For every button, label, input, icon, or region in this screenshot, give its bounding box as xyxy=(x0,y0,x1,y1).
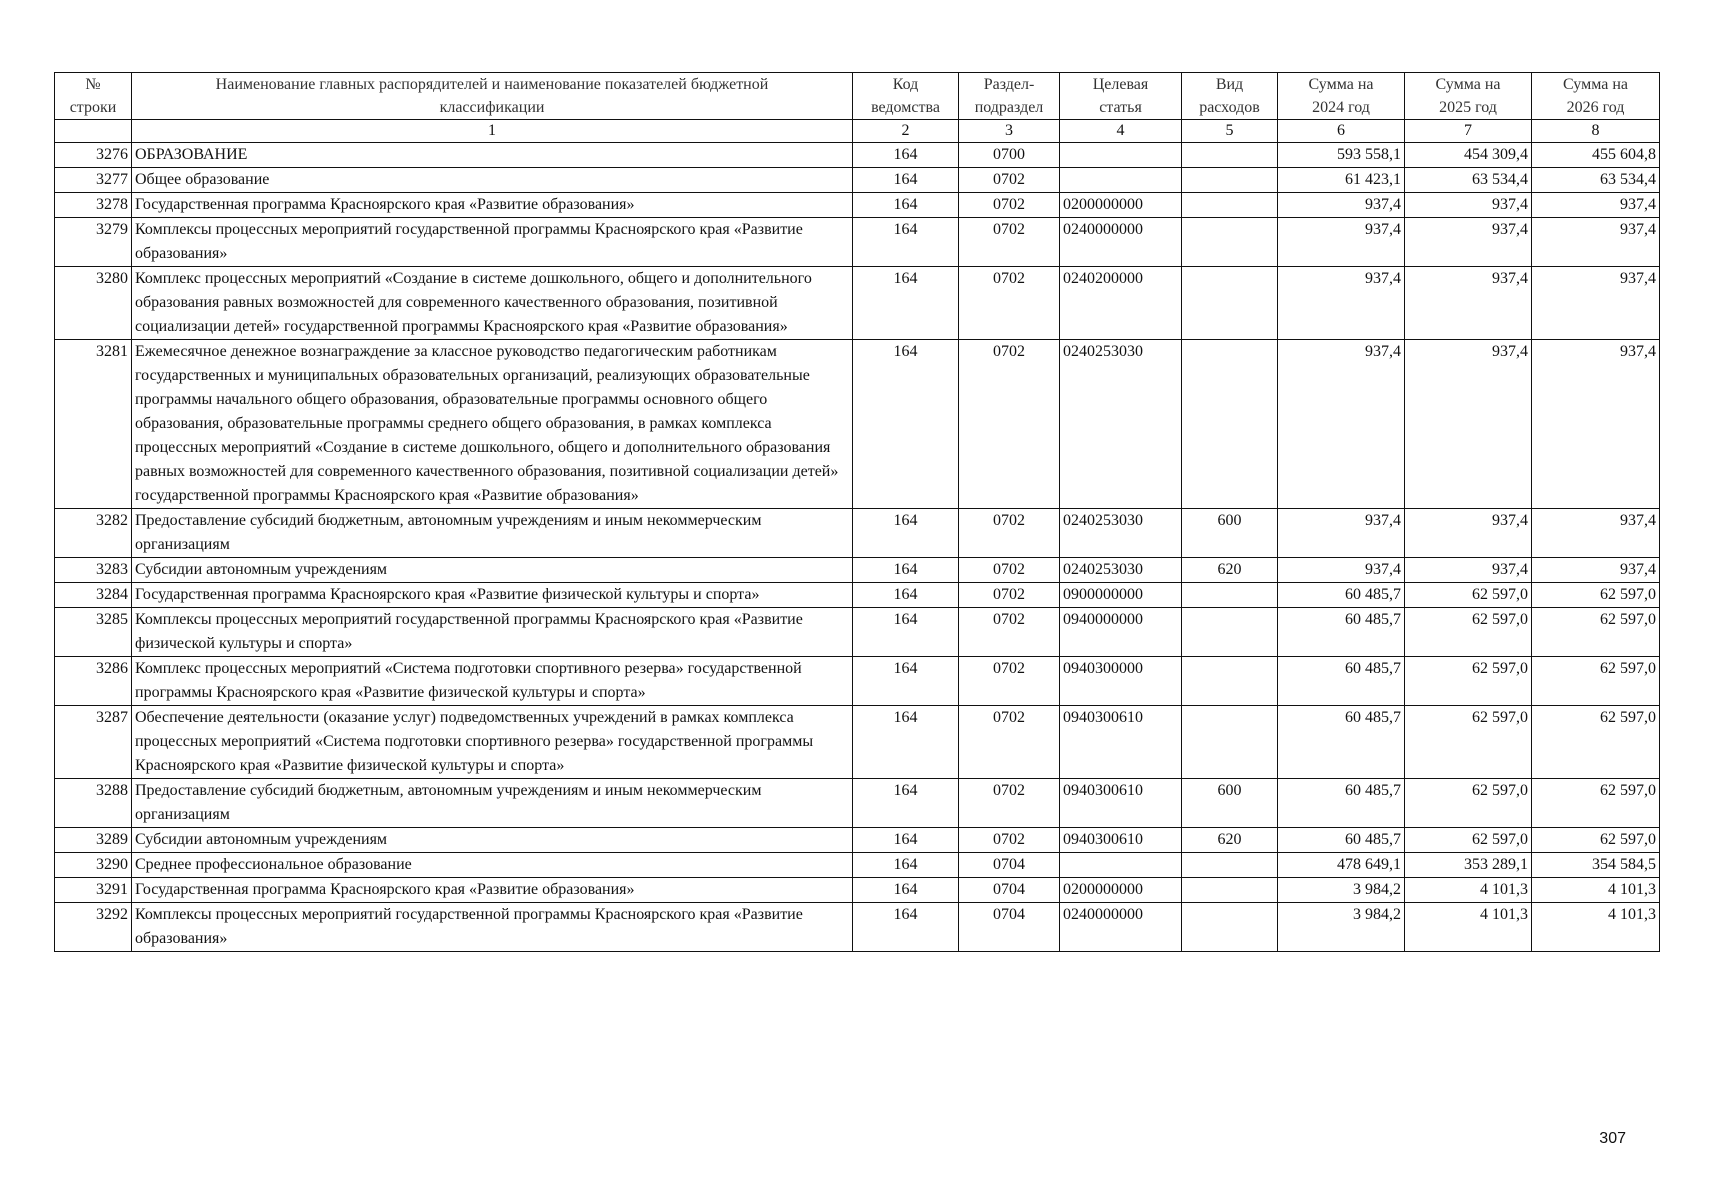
header-type: Вид расходов xyxy=(1182,73,1278,120)
sum-2024: 937,4 xyxy=(1278,558,1405,583)
dept-code: 164 xyxy=(853,267,959,340)
target-article: 0940300610 xyxy=(1060,706,1182,779)
target-article: 0240000000 xyxy=(1060,218,1182,267)
column-numbers-row xyxy=(55,120,1660,143)
sum-2025: 353 289,1 xyxy=(1405,853,1532,878)
section-code: 0702 xyxy=(959,558,1060,583)
section-code: 0702 xyxy=(959,340,1060,509)
dept-code: 164 xyxy=(853,583,959,608)
expense-type: 600 xyxy=(1182,509,1278,558)
sum-2024: 60 485,7 xyxy=(1278,657,1405,706)
header-row-no: № строки xyxy=(55,73,132,120)
table-row xyxy=(55,509,1660,558)
table-row xyxy=(55,657,1660,706)
sum-2025: 937,4 xyxy=(1405,193,1532,218)
sum-2025: 454 309,4 xyxy=(1405,143,1532,168)
expense-type: 620 xyxy=(1182,558,1278,583)
dept-code: 164 xyxy=(853,608,959,657)
indicator-name: Комплексы процессных мероприятий государственной программы Красноярского края «Развитие физической культуры и спорта» xyxy=(132,608,853,657)
sum-2025: 62 597,0 xyxy=(1405,583,1532,608)
table-row xyxy=(55,706,1660,779)
table-row xyxy=(55,193,1660,218)
dept-code: 164 xyxy=(853,853,959,878)
sum-2025: 62 597,0 xyxy=(1405,706,1532,779)
sum-2024: 60 485,7 xyxy=(1278,828,1405,853)
table-row xyxy=(55,583,1660,608)
sum-2026: 937,4 xyxy=(1532,558,1660,583)
target-article xyxy=(1060,853,1182,878)
sum-2025: 937,4 xyxy=(1405,218,1532,267)
header-dept-code: Код ведомства xyxy=(853,73,959,120)
dept-code: 164 xyxy=(853,143,959,168)
table-row xyxy=(55,143,1660,168)
section-code: 0700 xyxy=(959,143,1060,168)
column-number: 5 xyxy=(1182,120,1278,143)
dept-code: 164 xyxy=(853,903,959,952)
expense-type xyxy=(1182,706,1278,779)
table-row xyxy=(55,779,1660,828)
header-sum-2024: Сумма на 2024 год xyxy=(1278,73,1405,120)
sum-2026: 62 597,0 xyxy=(1532,583,1660,608)
target-article: 0240000000 xyxy=(1060,903,1182,952)
section-code: 0702 xyxy=(959,218,1060,267)
table-body xyxy=(55,143,1660,952)
expense-type xyxy=(1182,193,1278,218)
section-code: 0702 xyxy=(959,706,1060,779)
row-number: 3285 xyxy=(55,608,132,657)
dept-code: 164 xyxy=(853,706,959,779)
target-article: 0200000000 xyxy=(1060,193,1182,218)
indicator-name: Предоставление субсидий бюджетным, автономным учреждениям и иным некоммерческим организациям xyxy=(132,509,853,558)
table-header-row xyxy=(55,73,1660,120)
table-row xyxy=(55,828,1660,853)
sum-2025: 937,4 xyxy=(1405,267,1532,340)
row-number: 3280 xyxy=(55,267,132,340)
sum-2024: 60 485,7 xyxy=(1278,583,1405,608)
page-number: 307 xyxy=(1599,1130,1626,1147)
row-number: 3291 xyxy=(55,878,132,903)
target-article: 0240253030 xyxy=(1060,340,1182,509)
target-article: 0940000000 xyxy=(1060,608,1182,657)
section-code: 0702 xyxy=(959,267,1060,340)
section-code: 0702 xyxy=(959,828,1060,853)
header-target: Целевая статья xyxy=(1060,73,1182,120)
column-number: 2 xyxy=(853,120,959,143)
dept-code: 164 xyxy=(853,558,959,583)
expense-type xyxy=(1182,853,1278,878)
sum-2026: 937,4 xyxy=(1532,340,1660,509)
expense-type xyxy=(1182,143,1278,168)
sum-2024: 593 558,1 xyxy=(1278,143,1405,168)
section-code: 0702 xyxy=(959,657,1060,706)
budget-table xyxy=(54,72,1660,952)
expense-type: 600 xyxy=(1182,779,1278,828)
column-number: 3 xyxy=(959,120,1060,143)
row-number: 3286 xyxy=(55,657,132,706)
sum-2025: 4 101,3 xyxy=(1405,878,1532,903)
indicator-name: Обеспечение деятельности (оказание услуг) подведомственных учреждений в рамках комплекса процессных мероприятий «Система подготовки спортивного резерва» государственной программы Красноярского края «Развитие физической культуры и спорта» xyxy=(132,706,853,779)
header-section: Раздел- подраздел xyxy=(959,73,1060,120)
dept-code: 164 xyxy=(853,193,959,218)
sum-2024: 937,4 xyxy=(1278,267,1405,340)
sum-2026: 62 597,0 xyxy=(1532,608,1660,657)
row-number: 3287 xyxy=(55,706,132,779)
sum-2025: 937,4 xyxy=(1405,558,1532,583)
indicator-name: Комплекс процессных мероприятий «Создание в системе дошкольного, общего и дополнительного образования равных возможностей для современного качественного образования, позитивной социализации детей» государственной программы Красноярского края «Развитие образования» xyxy=(132,267,853,340)
target-article: 0200000000 xyxy=(1060,878,1182,903)
table-row xyxy=(55,168,1660,193)
column-number xyxy=(55,120,132,143)
sum-2024: 60 485,7 xyxy=(1278,779,1405,828)
sum-2024: 937,4 xyxy=(1278,509,1405,558)
expense-type: 620 xyxy=(1182,828,1278,853)
target-article: 0940300610 xyxy=(1060,779,1182,828)
sum-2024: 478 649,1 xyxy=(1278,853,1405,878)
sum-2026: 62 597,0 xyxy=(1532,657,1660,706)
sum-2026: 455 604,8 xyxy=(1532,143,1660,168)
target-article: 0900000000 xyxy=(1060,583,1182,608)
target-article xyxy=(1060,168,1182,193)
table-row xyxy=(55,218,1660,267)
section-code: 0704 xyxy=(959,878,1060,903)
sum-2024: 61 423,1 xyxy=(1278,168,1405,193)
column-number: 4 xyxy=(1060,120,1182,143)
sum-2025: 937,4 xyxy=(1405,340,1532,509)
column-number: 8 xyxy=(1532,120,1660,143)
indicator-name: Комплекс процессных мероприятий «Система подготовки спортивного резерва» государственной программы Красноярского края «Развитие физической культуры и спорта» xyxy=(132,657,853,706)
column-number: 6 xyxy=(1278,120,1405,143)
expense-type xyxy=(1182,168,1278,193)
indicator-name: Государственная программа Красноярского края «Развитие образования» xyxy=(132,878,853,903)
indicator-name: Ежемесячное денежное вознаграждение за классное руководство педагогическим работникам государственных и муниципальных образовательных организаций, реализующих образовательные программы начального общего образования, образовательные программы основного общего образования, образовательные программы среднего общего образования, в рамках комплекса процессных мероприятий «Создание в системе дошкольного, общего и дополнительного образования равных возможностей для современного качественного образования, позитивной социализации детей» государственной программы Красноярского края «Развитие образования» xyxy=(132,340,853,509)
header-sum-2025: Сумма на 2025 год xyxy=(1405,73,1532,120)
sum-2025: 937,4 xyxy=(1405,509,1532,558)
dept-code: 164 xyxy=(853,657,959,706)
row-number: 3277 xyxy=(55,168,132,193)
sum-2025: 63 534,4 xyxy=(1405,168,1532,193)
sum-2024: 60 485,7 xyxy=(1278,608,1405,657)
sum-2025: 62 597,0 xyxy=(1405,779,1532,828)
sum-2026: 937,4 xyxy=(1532,218,1660,267)
indicator-name: Общее образование xyxy=(132,168,853,193)
row-number: 3290 xyxy=(55,853,132,878)
sum-2024: 60 485,7 xyxy=(1278,706,1405,779)
section-code: 0702 xyxy=(959,608,1060,657)
dept-code: 164 xyxy=(853,340,959,509)
row-number: 3282 xyxy=(55,509,132,558)
expense-type xyxy=(1182,903,1278,952)
sum-2024: 3 984,2 xyxy=(1278,903,1405,952)
indicator-name: Среднее профессиональное образование xyxy=(132,853,853,878)
row-number: 3278 xyxy=(55,193,132,218)
sum-2025: 62 597,0 xyxy=(1405,608,1532,657)
row-number: 3276 xyxy=(55,143,132,168)
table-row xyxy=(55,903,1660,952)
row-number: 3283 xyxy=(55,558,132,583)
target-article: 0240200000 xyxy=(1060,267,1182,340)
target-article: 0940300610 xyxy=(1060,828,1182,853)
sum-2026: 937,4 xyxy=(1532,267,1660,340)
target-article: 0240253030 xyxy=(1060,558,1182,583)
sum-2024: 937,4 xyxy=(1278,193,1405,218)
sum-2025: 4 101,3 xyxy=(1405,903,1532,952)
expense-type xyxy=(1182,340,1278,509)
sum-2024: 3 984,2 xyxy=(1278,878,1405,903)
column-number: 1 xyxy=(132,120,853,143)
column-number: 7 xyxy=(1405,120,1532,143)
indicator-name: ОБРАЗОВАНИЕ xyxy=(132,143,853,168)
row-number: 3289 xyxy=(55,828,132,853)
expense-type xyxy=(1182,878,1278,903)
sum-2026: 937,4 xyxy=(1532,193,1660,218)
target-article: 0240253030 xyxy=(1060,509,1182,558)
dept-code: 164 xyxy=(853,828,959,853)
section-code: 0704 xyxy=(959,903,1060,952)
expense-type xyxy=(1182,583,1278,608)
indicator-name: Государственная программа Красноярского края «Развитие образования» xyxy=(132,193,853,218)
dept-code: 164 xyxy=(853,168,959,193)
table-row xyxy=(55,558,1660,583)
expense-type xyxy=(1182,657,1278,706)
expense-type xyxy=(1182,608,1278,657)
sum-2025: 62 597,0 xyxy=(1405,657,1532,706)
indicator-name: Субсидии автономным учреждениям xyxy=(132,828,853,853)
table-row xyxy=(55,878,1660,903)
target-article: 0940300000 xyxy=(1060,657,1182,706)
sum-2026: 354 584,5 xyxy=(1532,853,1660,878)
table-row xyxy=(55,267,1660,340)
header-sum-2026: Сумма на 2026 год xyxy=(1532,73,1660,120)
indicator-name: Предоставление субсидий бюджетным, автономным учреждениям и иным некоммерческим организациям xyxy=(132,779,853,828)
section-code: 0702 xyxy=(959,583,1060,608)
row-number: 3284 xyxy=(55,583,132,608)
dept-code: 164 xyxy=(853,779,959,828)
section-code: 0702 xyxy=(959,168,1060,193)
table-row xyxy=(55,608,1660,657)
sum-2026: 4 101,3 xyxy=(1532,903,1660,952)
row-number: 3292 xyxy=(55,903,132,952)
table-row xyxy=(55,853,1660,878)
sum-2026: 937,4 xyxy=(1532,509,1660,558)
expense-type xyxy=(1182,267,1278,340)
sum-2024: 937,4 xyxy=(1278,218,1405,267)
sum-2026: 62 597,0 xyxy=(1532,779,1660,828)
row-number: 3279 xyxy=(55,218,132,267)
section-code: 0704 xyxy=(959,853,1060,878)
dept-code: 164 xyxy=(853,509,959,558)
dept-code: 164 xyxy=(853,218,959,267)
sum-2025: 62 597,0 xyxy=(1405,828,1532,853)
header-name: Наименование главных распорядителей и наименование показателей бюджетной классификации xyxy=(132,73,853,120)
indicator-name: Комплексы процессных мероприятий государственной программы Красноярского края «Развитие образования» xyxy=(132,218,853,267)
indicator-name: Субсидии автономным учреждениям xyxy=(132,558,853,583)
indicator-name: Комплексы процессных мероприятий государственной программы Красноярского края «Развитие образования» xyxy=(132,903,853,952)
row-number: 3288 xyxy=(55,779,132,828)
table-row xyxy=(55,340,1660,509)
sum-2024: 937,4 xyxy=(1278,340,1405,509)
indicator-name: Государственная программа Красноярского края «Развитие физической культуры и спорта» xyxy=(132,583,853,608)
section-code: 0702 xyxy=(959,193,1060,218)
expense-type xyxy=(1182,218,1278,267)
sum-2026: 63 534,4 xyxy=(1532,168,1660,193)
target-article xyxy=(1060,143,1182,168)
sum-2026: 4 101,3 xyxy=(1532,878,1660,903)
sum-2026: 62 597,0 xyxy=(1532,706,1660,779)
section-code: 0702 xyxy=(959,779,1060,828)
sum-2026: 62 597,0 xyxy=(1532,828,1660,853)
section-code: 0702 xyxy=(959,509,1060,558)
dept-code: 164 xyxy=(853,878,959,903)
row-number: 3281 xyxy=(55,340,132,509)
